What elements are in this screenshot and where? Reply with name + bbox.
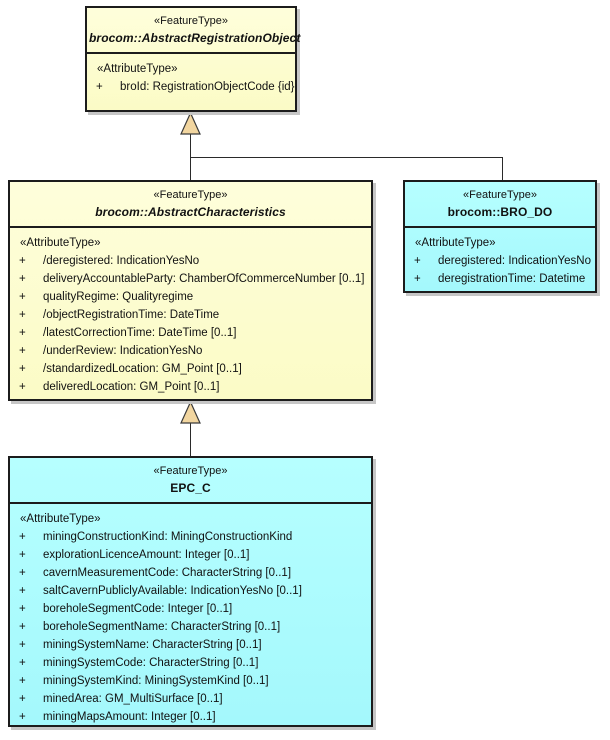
visibility-symbol: + bbox=[19, 363, 26, 375]
attribute-text: /underReview: IndicationYesNo bbox=[43, 345, 203, 357]
attribute-text: qualityRegime: Qualityregime bbox=[43, 291, 194, 303]
attribute-row bbox=[19, 528, 368, 546]
visibility-symbol: + bbox=[19, 675, 26, 687]
attribute-text: /latestCorrectionTime: DateTime [0..1] bbox=[43, 327, 237, 339]
visibility-symbol: + bbox=[19, 657, 26, 669]
attribute-text: saltCavernPubliclyAvailable: IndicationYesNo [0..1] bbox=[43, 585, 302, 597]
class-name: EPC_C bbox=[170, 481, 211, 495]
class-header bbox=[10, 458, 371, 504]
generalization-arrow-icon bbox=[181, 402, 200, 423]
attribute-row bbox=[414, 252, 592, 270]
attribute-text: boreholeSegmentCode: Integer [0..1] bbox=[43, 603, 233, 615]
attribute-row bbox=[19, 690, 368, 708]
uml-class-epc-c bbox=[8, 456, 373, 727]
attribute-row bbox=[19, 672, 368, 690]
visibility-symbol: + bbox=[19, 693, 26, 705]
attribute-row bbox=[19, 378, 368, 396]
uml-class-bro-do bbox=[403, 180, 597, 293]
class-stereotype: «FeatureType» bbox=[463, 189, 537, 201]
attribute-row bbox=[19, 252, 368, 270]
visibility-symbol: + bbox=[19, 531, 26, 543]
attribute-row bbox=[19, 360, 368, 378]
attribute-type-header: «AttributeType» bbox=[415, 237, 496, 249]
attribute-row bbox=[96, 78, 295, 96]
visibility-symbol: + bbox=[414, 255, 421, 267]
visibility-symbol: + bbox=[414, 273, 421, 285]
class-header bbox=[405, 182, 595, 228]
visibility-symbol: + bbox=[19, 549, 26, 561]
attribute-row bbox=[19, 270, 368, 288]
uml-class-abstract-registration-object bbox=[85, 6, 301, 112]
attribute-text: cavernMeasurementCode: CharacterString [0..1] bbox=[43, 567, 292, 579]
attribute-text: miningSystemName: CharacterString [0..1] bbox=[43, 639, 262, 651]
class-name: brocom::AbstractCharacteristics bbox=[95, 205, 286, 219]
class-header bbox=[87, 8, 301, 54]
attribute-text: miningMapsAmount: Integer [0..1] bbox=[43, 711, 216, 723]
visibility-symbol: + bbox=[19, 621, 26, 633]
attributes-section bbox=[87, 54, 295, 99]
attribute-row bbox=[19, 600, 368, 618]
attribute-text: /deregistered: IndicationYesNo bbox=[43, 255, 200, 267]
attribute-row bbox=[19, 324, 368, 342]
visibility-symbol: + bbox=[19, 585, 26, 597]
attribute-row bbox=[19, 618, 368, 636]
visibility-symbol: + bbox=[19, 639, 26, 651]
generalization-arrow-icon bbox=[181, 113, 200, 134]
class-name: brocom::BRO_DO bbox=[447, 205, 553, 219]
generalization-line-bro-do bbox=[191, 158, 503, 181]
attribute-row bbox=[414, 270, 592, 288]
visibility-symbol: + bbox=[19, 255, 26, 267]
attribute-type-header: «AttributeType» bbox=[97, 63, 178, 75]
attributes-section bbox=[405, 228, 595, 291]
attribute-text: miningSystemKind: MiningSystemKind [0..1] bbox=[43, 675, 269, 687]
attribute-type-header: «AttributeType» bbox=[20, 237, 101, 249]
attribute-text: miningSystemCode: CharacterString [0..1] bbox=[43, 657, 259, 669]
class-name: brocom::AbstractRegistrationObject bbox=[89, 31, 301, 45]
visibility-symbol: + bbox=[19, 291, 26, 303]
attribute-row bbox=[19, 708, 368, 725]
class-stereotype: «FeatureType» bbox=[153, 189, 228, 201]
attribute-text: broId: RegistrationObjectCode {id} bbox=[120, 81, 295, 93]
attribute-text: boreholeSegmentName: CharacterString [0..1] bbox=[43, 621, 281, 633]
attribute-type-header: «AttributeType» bbox=[20, 513, 101, 525]
attribute-row bbox=[19, 546, 368, 564]
attribute-row bbox=[19, 342, 368, 360]
attribute-row bbox=[19, 636, 368, 654]
attribute-row bbox=[19, 306, 368, 324]
attribute-text: explorationLicenceAmount: Integer [0..1] bbox=[43, 549, 250, 561]
attribute-row bbox=[19, 654, 368, 672]
attributes-section bbox=[10, 504, 371, 725]
class-stereotype: «FeatureType» bbox=[153, 465, 228, 477]
attribute-text: deregistrationTime: Datetime bbox=[438, 273, 586, 285]
attribute-row bbox=[19, 582, 368, 600]
class-header bbox=[10, 182, 371, 228]
visibility-symbol: + bbox=[19, 309, 26, 321]
visibility-symbol: + bbox=[19, 327, 26, 339]
uml-class-abstract-characteristics bbox=[8, 180, 373, 401]
visibility-symbol: + bbox=[19, 273, 26, 285]
attribute-row bbox=[19, 288, 368, 306]
visibility-symbol: + bbox=[19, 381, 26, 393]
attribute-text: deregistered: IndicationYesNo bbox=[438, 255, 592, 267]
attribute-text: /standardizedLocation: GM_Point [0..1] bbox=[43, 363, 242, 375]
visibility-symbol: + bbox=[19, 567, 26, 579]
attribute-text: deliveredLocation: GM_Point [0..1] bbox=[43, 381, 220, 393]
visibility-symbol: + bbox=[19, 711, 26, 723]
class-stereotype: «FeatureType» bbox=[154, 15, 228, 27]
visibility-symbol: + bbox=[96, 81, 103, 93]
visibility-symbol: + bbox=[19, 603, 26, 615]
attribute-text: deliveryAccountableParty: ChamberOfCommerceNumber [0..1] bbox=[43, 273, 365, 285]
visibility-symbol: + bbox=[19, 345, 26, 357]
attributes-section bbox=[10, 228, 371, 399]
attribute-text: minedArea: GM_MultiSurface [0..1] bbox=[43, 693, 223, 705]
attribute-row bbox=[19, 564, 368, 582]
attribute-text: miningConstructionKind: MiningConstructionKind bbox=[43, 531, 293, 543]
attribute-text: /objectRegistrationTime: DateTime bbox=[43, 309, 220, 321]
